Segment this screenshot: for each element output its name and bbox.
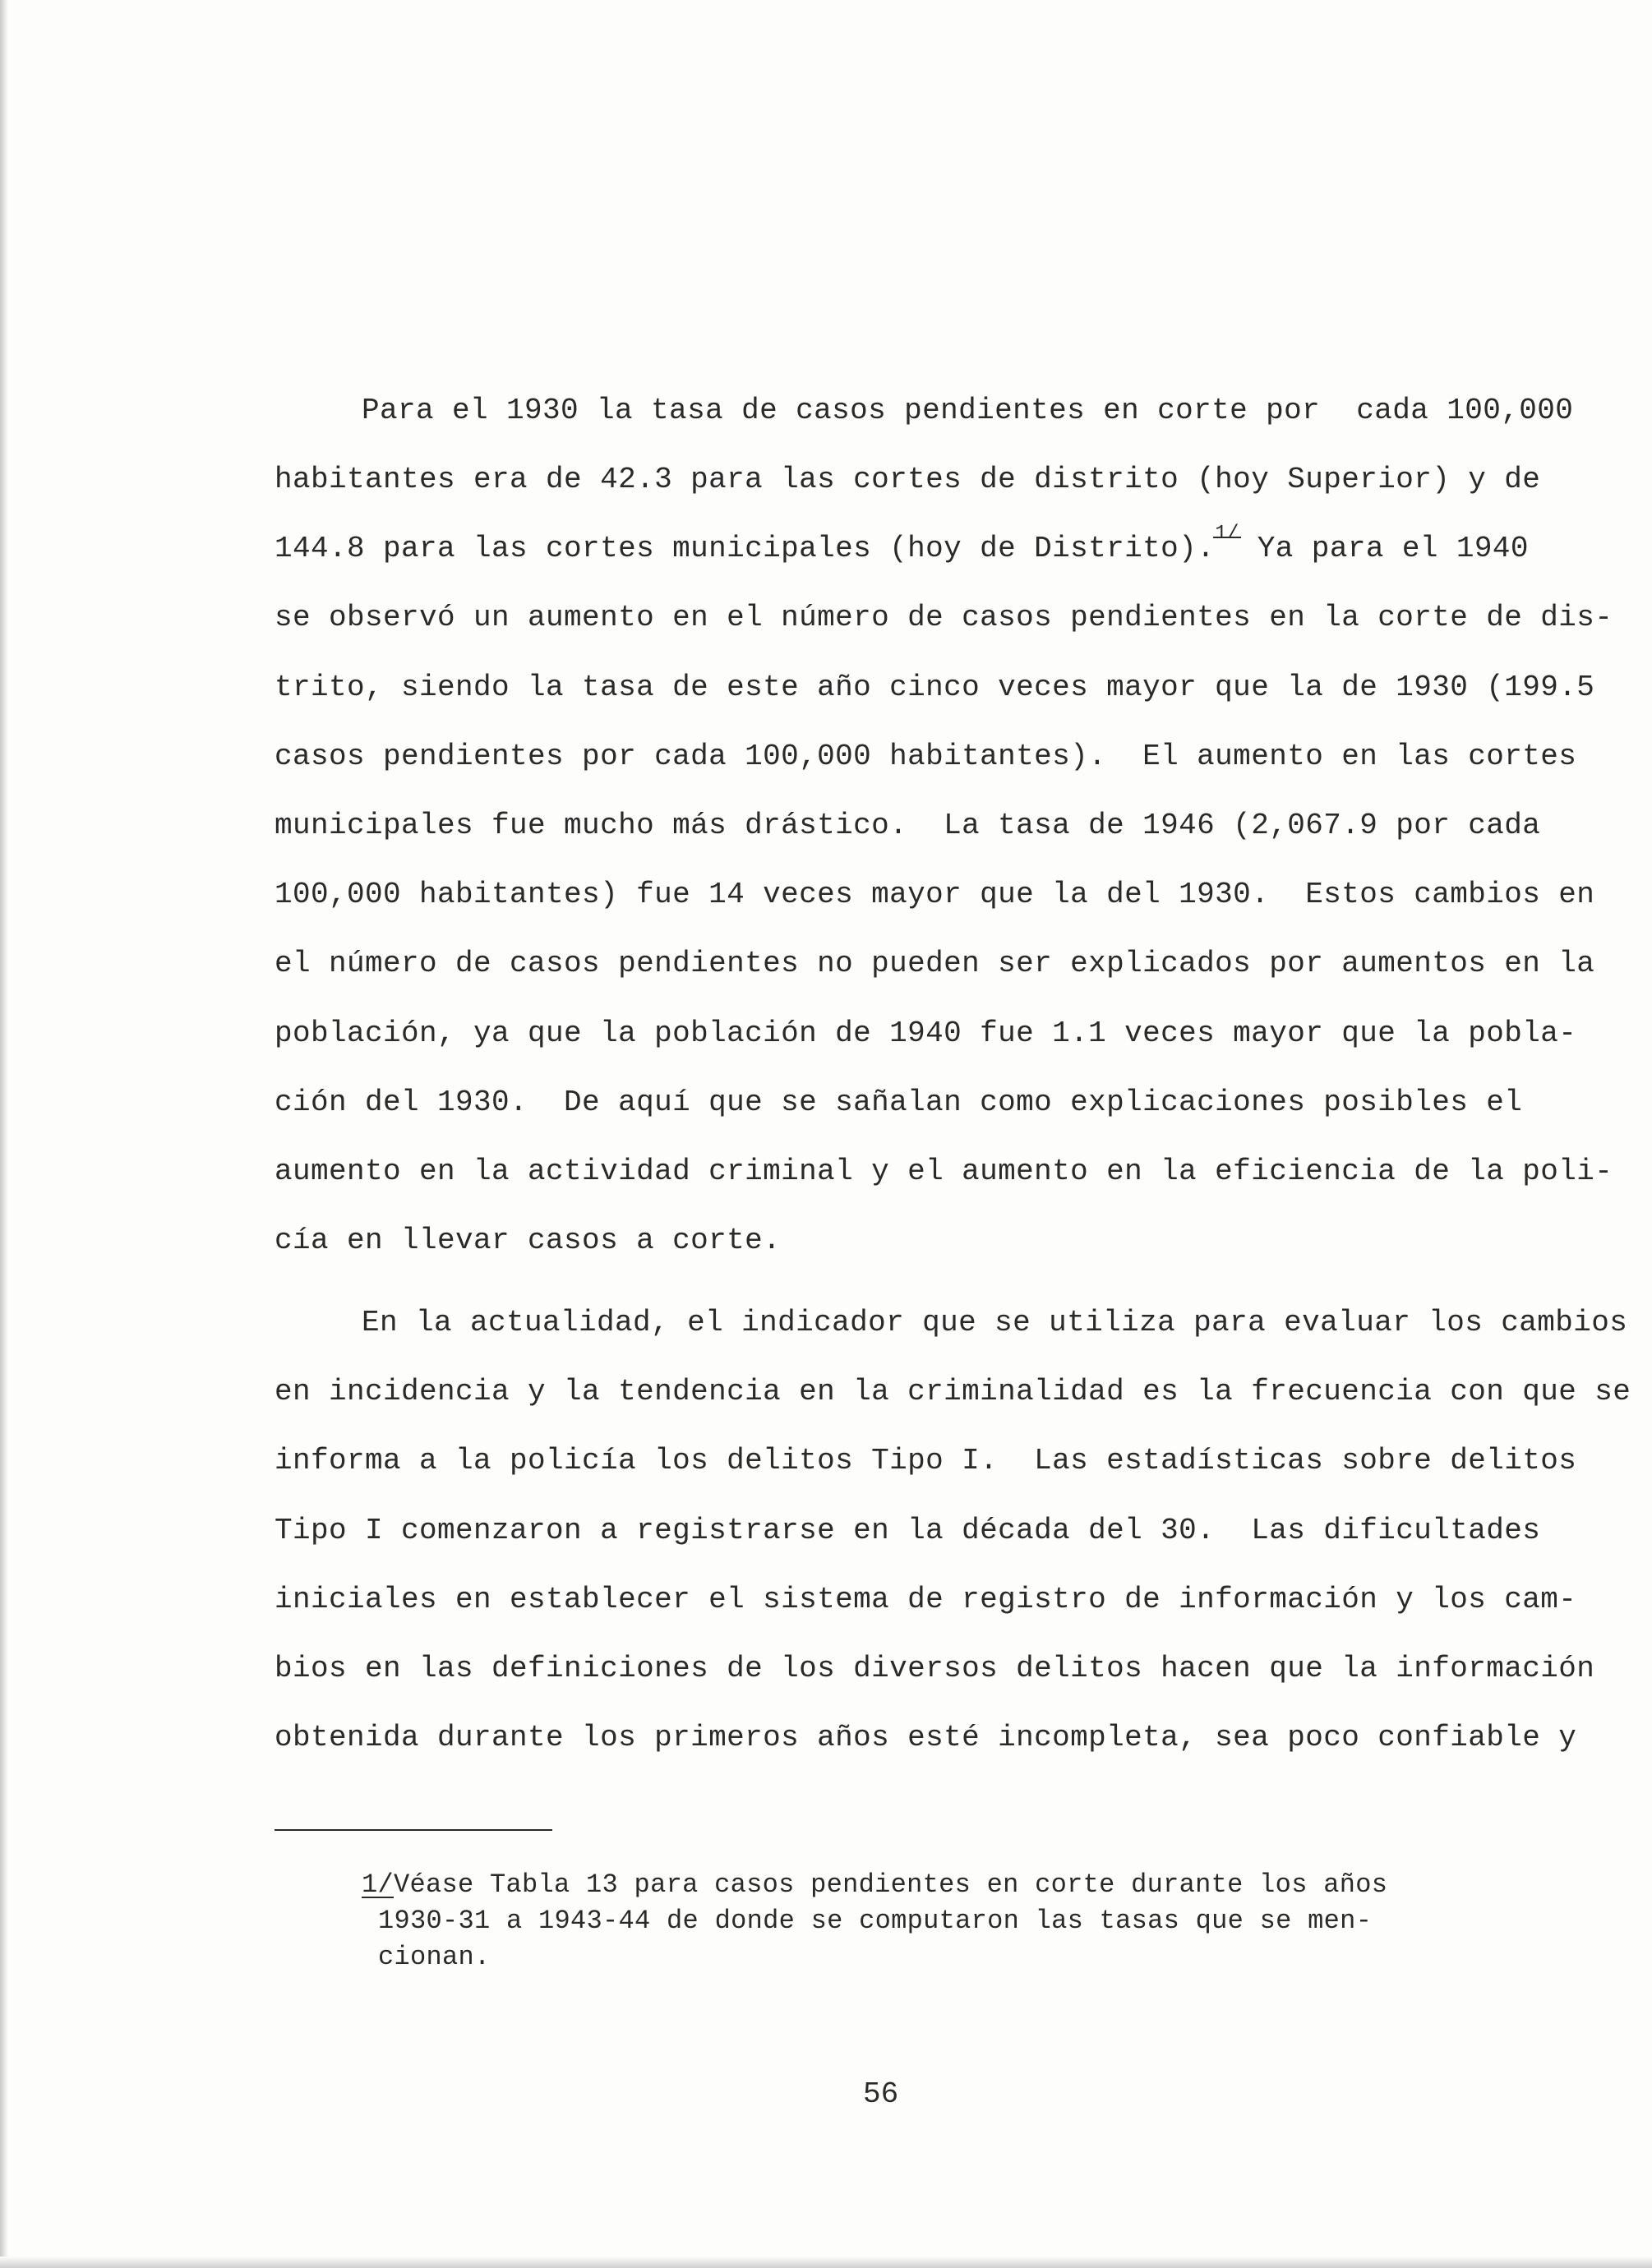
body-line: Para el 1930 la tasa de casos pendientes en corte por cada 100,000 — [362, 394, 1574, 427]
footnote-divider — [275, 1829, 552, 1831]
body-line: iniciales en establecer el sistema de registro de información y los cam- — [275, 1583, 1577, 1616]
body-line: en incidencia y la tendencia en la criminalidad es la frecuencia con que se — [275, 1375, 1631, 1408]
page-number: 56 — [863, 2077, 899, 2111]
body-line: casos pendientes por cada 100,000 habitantes). El aumento en las cortes — [275, 740, 1577, 773]
footnote-line — [362, 1869, 1387, 1902]
body-line — [275, 523, 1529, 570]
body-line: trito, siendo la tasa de este año cinco veces mayor que la de 1930 (199.5 — [275, 671, 1595, 704]
body-line: municipales fue mucho más drástico. La tasa de 1946 (2,067.9 por cada — [275, 809, 1541, 842]
footnote-line: 1930-31 a 1943-44 de donde se computaron las tasas que se men- — [378, 1906, 1373, 1936]
body-line: se observó un aumento en el número de casos pendientes en la corte de dis- — [275, 601, 1613, 634]
body-line: bios en las definiciones de los diversos delitos hacen que la información — [275, 1652, 1595, 1685]
body-line: obtenida durante los primeros años esté incompleta, sea poco confiable y — [275, 1721, 1577, 1754]
body-line: aumento en la actividad criminal y el aumento en la eficiencia de la poli- — [275, 1155, 1613, 1188]
body-line: 100,000 habitantes) fue 14 veces mayor que la del 1930. Estos cambios en — [275, 878, 1595, 911]
body-line: el número de casos pendientes no pueden ser explicados por aumentos en la — [275, 947, 1595, 980]
footnote-marker: 1/ — [362, 1869, 395, 1900]
page-bottom-edge-shadow — [0, 2256, 1652, 2268]
body-line: ción del 1930. De aquí que se sañalan como explicaciones posibles el — [275, 1086, 1523, 1119]
body-line: población, ya que la población de 1940 fue 1.1 veces mayor que la pobla- — [275, 1016, 1577, 1050]
footnote-text: Véase Tabla 13 para casos pendientes en corte durante los años — [394, 1869, 1388, 1900]
body-line: cía en llevar casos a corte. — [275, 1224, 782, 1257]
body-line: Tipo I comenzaron a registrarse en la década del 30. Las dificultades — [275, 1514, 1541, 1547]
body-line: habitantes era de 42.3 para las cortes de distrito (hoy Superior) y de — [275, 463, 1541, 496]
page-left-edge-shadow — [0, 0, 8, 2268]
footnote-reference: 1/ — [1215, 523, 1239, 545]
body-line: informa a la policía los delitos Tipo I. Las estadísticas sobre delitos — [275, 1444, 1577, 1477]
footnote-line: cionan. — [378, 1942, 491, 1972]
body-line-continuation: Ya para el 1940 — [1239, 532, 1529, 565]
body-line: En la actualidad, el indicador que se utiliza para evaluar los cambios — [362, 1306, 1628, 1339]
body-line-text: 144.8 para las cortes municipales (hoy de Distrito). — [275, 532, 1216, 565]
